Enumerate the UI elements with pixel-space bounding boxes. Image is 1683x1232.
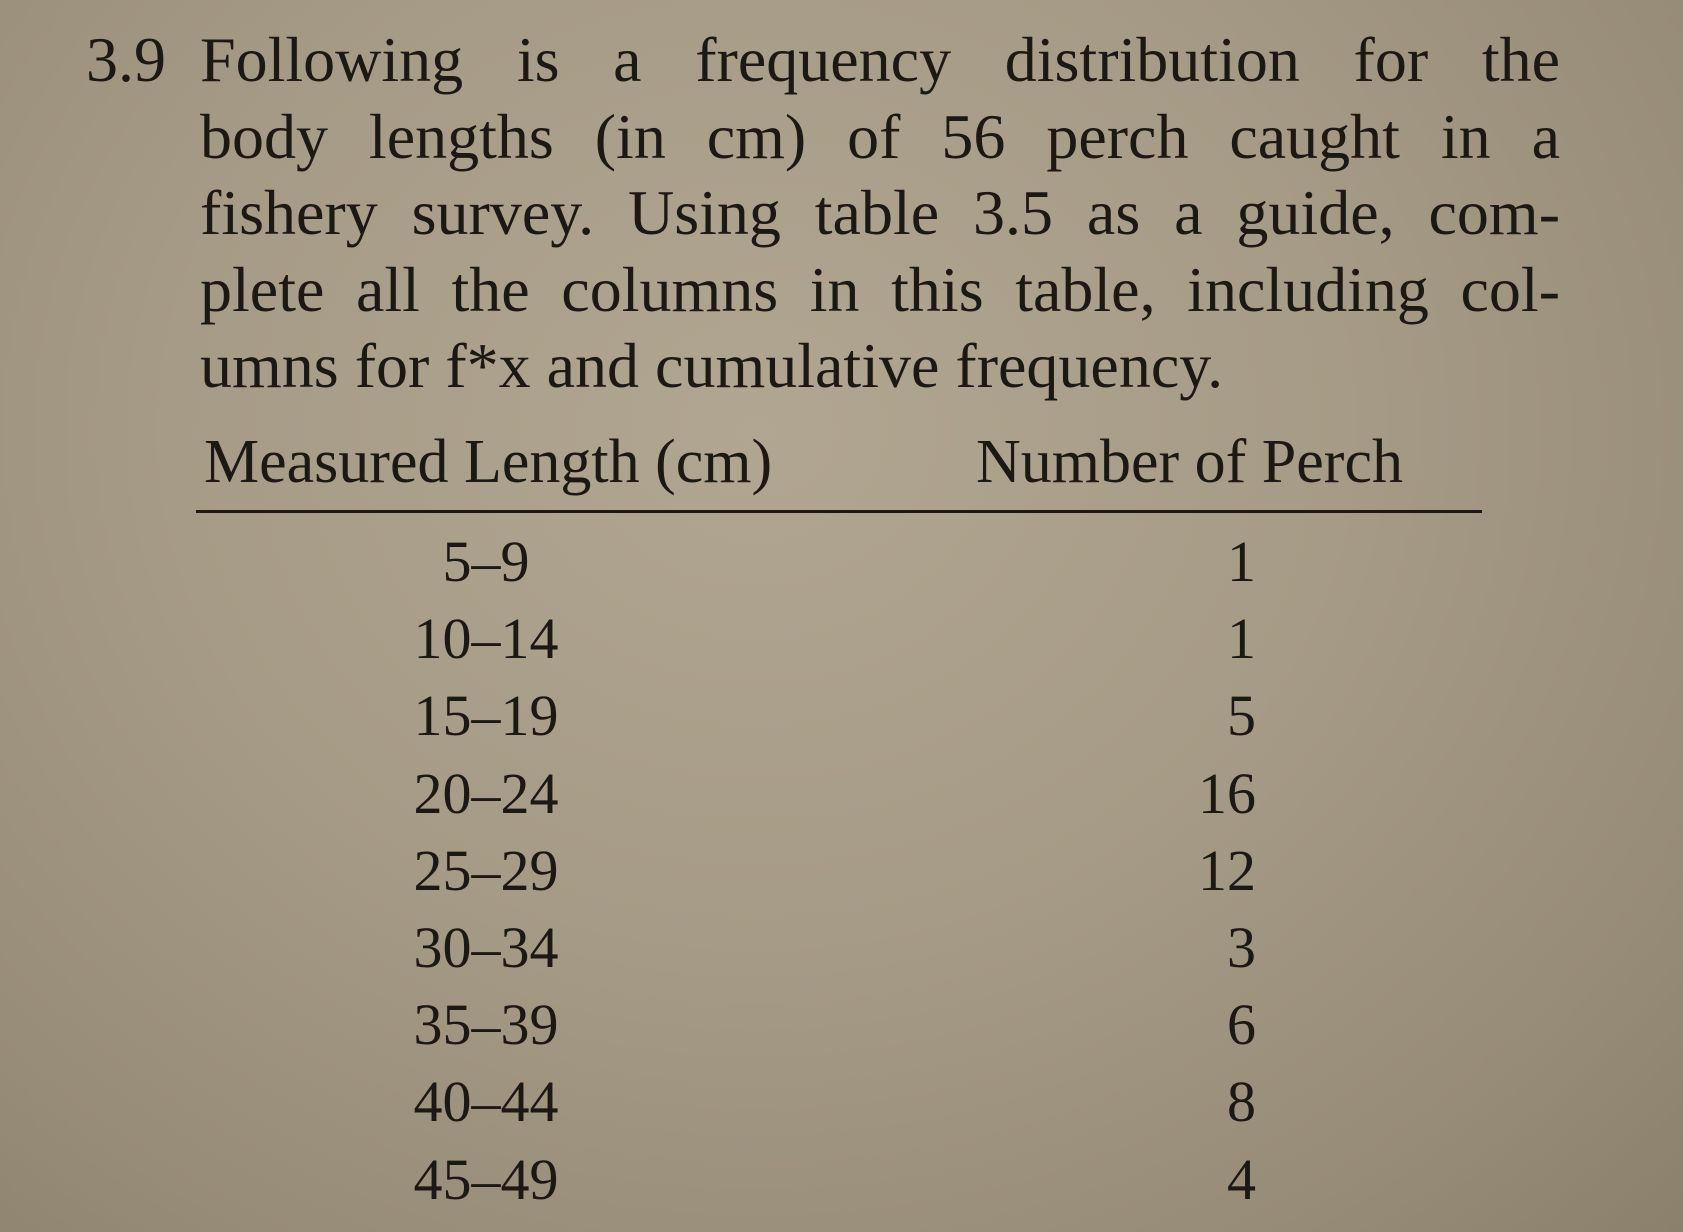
table-row <box>196 1141 1482 1218</box>
frequency-table <box>196 424 1482 1218</box>
column-header-length: Measured Length (cm) <box>204 428 773 496</box>
count-cell: 6 <box>1227 992 1256 1058</box>
problem-line: plete all the columns in this table, including col- <box>200 253 1560 325</box>
table-row <box>196 1063 1482 1140</box>
column-header-count: Number of Perch <box>976 428 1403 496</box>
problem-line: umns for f*x and cumulative frequency. <box>200 330 1224 401</box>
length-cell: 15–19 <box>413 683 559 749</box>
problem-number: 3.9 <box>86 24 166 95</box>
count-cell: 8 <box>1227 1069 1256 1135</box>
table-row <box>196 523 1482 600</box>
count-cell: 4 <box>1227 1146 1256 1212</box>
problem-statement <box>200 22 1560 405</box>
table-row <box>196 909 1482 986</box>
problem-line: Following is a frequency distribution for the <box>200 24 1560 95</box>
count-cell: 12 <box>1198 837 1256 903</box>
length-cell: 45–49 <box>413 1146 559 1212</box>
length-cell: 25–29 <box>413 837 559 903</box>
count-cell: 5 <box>1227 683 1256 749</box>
table-row <box>196 832 1482 909</box>
length-cell: 10–14 <box>413 606 559 672</box>
length-cell: 20–24 <box>413 760 559 826</box>
table-row <box>196 677 1482 754</box>
count-cell: 1 <box>1227 606 1256 672</box>
length-cell: 5–9 <box>442 529 530 594</box>
problem-line: fishery survey. Using table 3.5 as a guide, com- <box>200 177 1560 248</box>
length-cell: 40–44 <box>413 1069 559 1135</box>
table-row <box>196 986 1482 1063</box>
count-cell: 16 <box>1198 760 1256 826</box>
count-cell: 3 <box>1227 914 1256 980</box>
table-header <box>196 424 1482 513</box>
table-row <box>196 600 1482 677</box>
length-cell: 30–34 <box>413 914 559 980</box>
count-cell: 1 <box>1227 529 1256 594</box>
table-row <box>196 755 1482 832</box>
problem-line: body lengths (in cm) of 56 perch caught in a <box>200 100 1560 172</box>
length-cell: 35–39 <box>413 992 559 1058</box>
table-body <box>196 523 1482 1218</box>
